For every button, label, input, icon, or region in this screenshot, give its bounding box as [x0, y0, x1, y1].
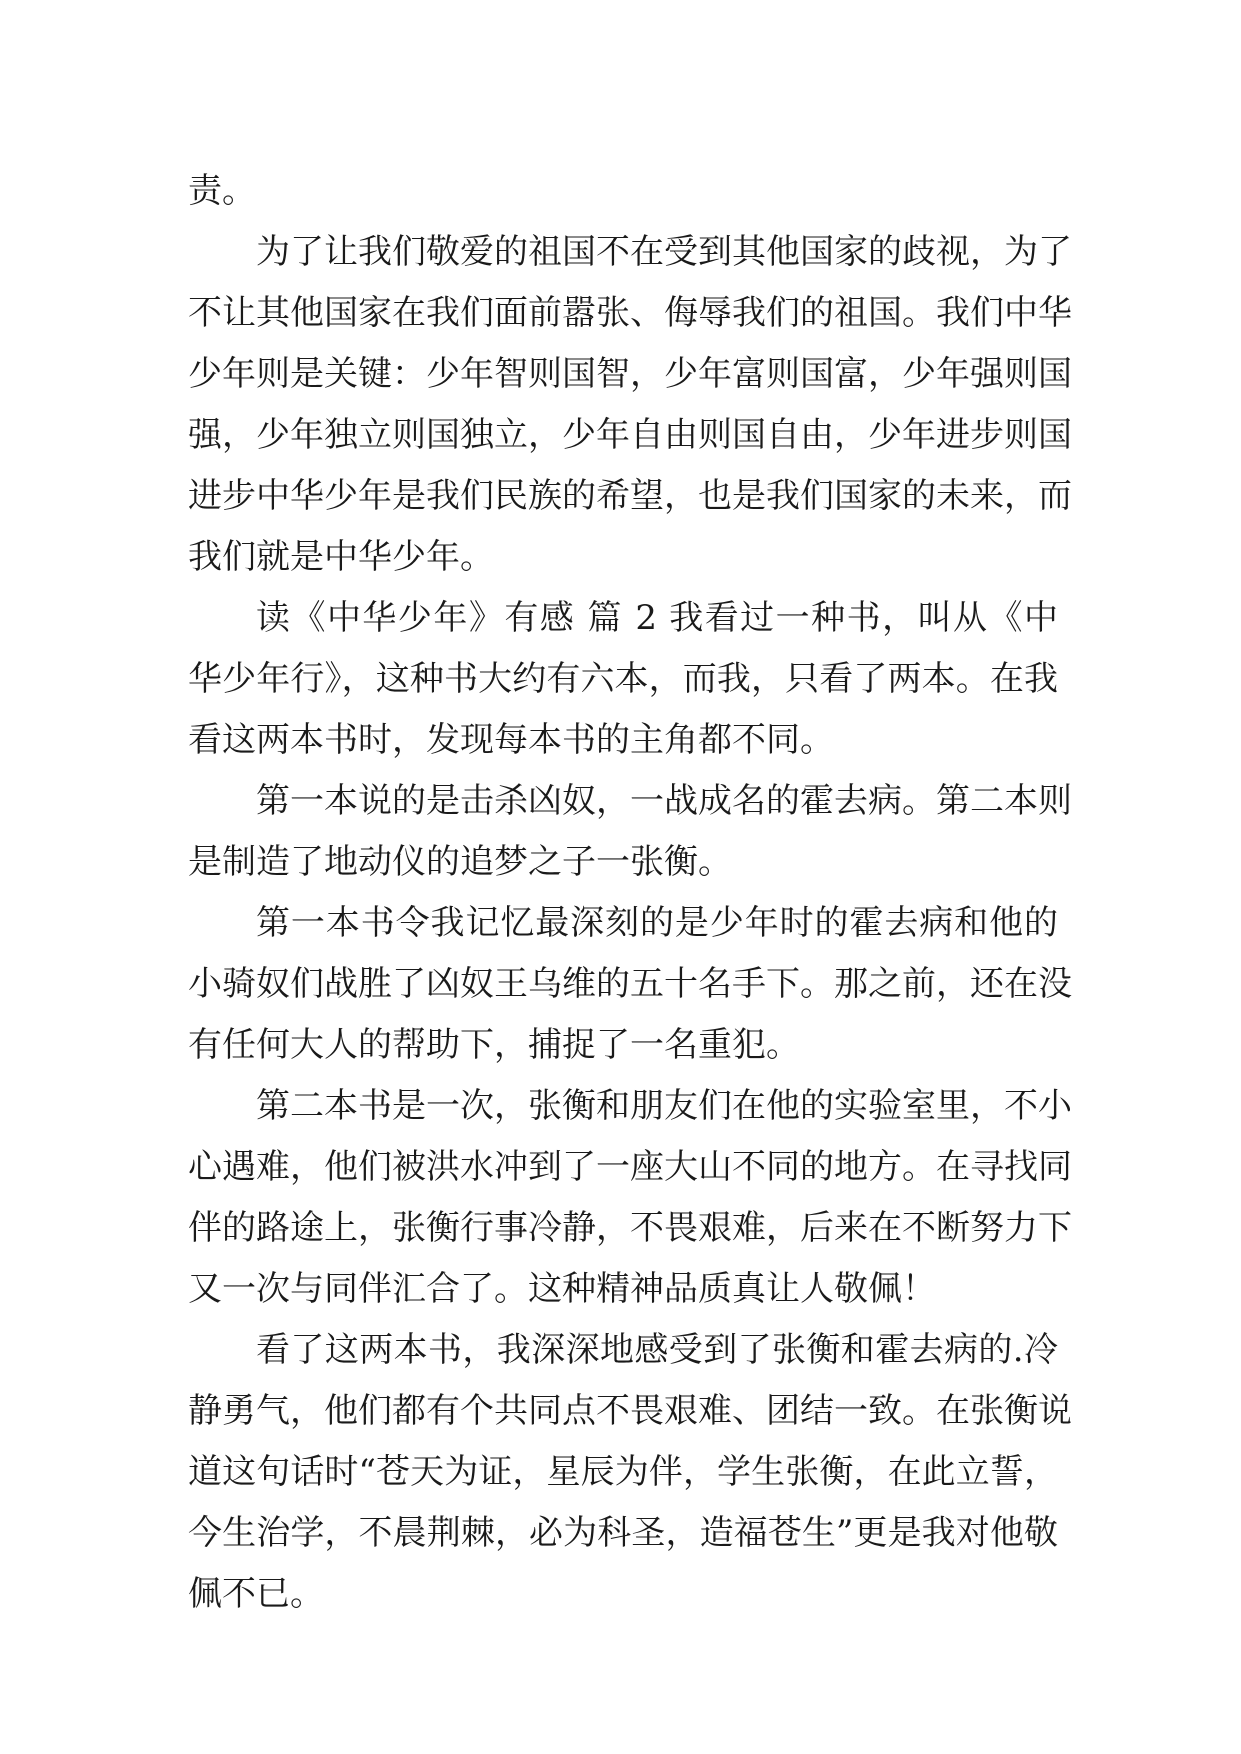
text-line: 道这句话时“苍天为证，星辰为伴，学生张衡，在此立誓，	[188, 1452, 1058, 1492]
text-line: 是制造了地动仪的追梦之子一张衡。	[188, 842, 732, 882]
document-body	[188, 161, 1072, 1625]
text-line: 又一次与同伴汇合了。这种精神品质真让人敬佩！	[188, 1269, 936, 1309]
text-line: 小骑奴们战胜了凶奴王乌维的五十名手下。那之前，还在没	[188, 964, 1072, 1004]
text-line: 不让其他国家在我们面前嚣张、侮辱我们的祖国。我们中华	[188, 293, 1072, 333]
paragraph-start-line: 第一本书令我记忆最深刻的是少年时的霍去病和他的	[256, 903, 1058, 943]
text-line: 今生治学，不晨荆棘，必为科圣，造福苍生”更是我对他敬	[188, 1513, 1058, 1553]
paragraph-start-line: 第一本说的是击杀凶奴，一战成名的霍去病。第二本则	[256, 781, 1072, 821]
text-line: 伴的路途上，张衡行事冷静，不畏艰难，后来在不断努力下	[188, 1208, 1072, 1248]
text-line: 强，少年独立则国独立，少年自由则国自由，少年进步则国	[188, 415, 1072, 455]
text-line: 我们就是中华少年。	[188, 537, 494, 577]
paragraph-start-line: 看了这两本书，我深深地感受到了张衡和霍去病的.冷	[256, 1330, 1058, 1370]
paragraph-start-line: 为了让我们敬爱的祖国不在受到其他国家的歧视，为了	[256, 232, 1072, 272]
text-line: 进步中华少年是我们民族的希望，也是我们国家的未来，而	[188, 476, 1072, 516]
text-line: 看这两本书时，发现每本书的主角都不同。	[188, 720, 834, 760]
section-heading-line: 读《中华少年》有感 篇 2 我看过一种书，叫从《中	[256, 598, 1058, 638]
paragraph-start-line: 第二本书是一次，张衡和朋友们在他的实验室里，不小	[256, 1086, 1072, 1126]
text-line: 静勇气，他们都有个共同点不畏艰难、团结一致。在张衡说	[188, 1391, 1072, 1431]
text-line: 责。	[188, 171, 256, 211]
text-line: 少年则是关键：少年智则国智，少年富则国富，少年强则国	[188, 354, 1072, 394]
text-line: 佩不已。	[188, 1574, 324, 1614]
text-line: 心遇难，他们被洪水冲到了一座大山不同的地方。在寻找同	[188, 1147, 1072, 1187]
text-line: 有任何大人的帮助下，捕捉了一名重犯。	[188, 1025, 800, 1065]
text-line: 华少年行》，这种书大约有六本，而我，只看了两本。在我	[188, 659, 1058, 699]
